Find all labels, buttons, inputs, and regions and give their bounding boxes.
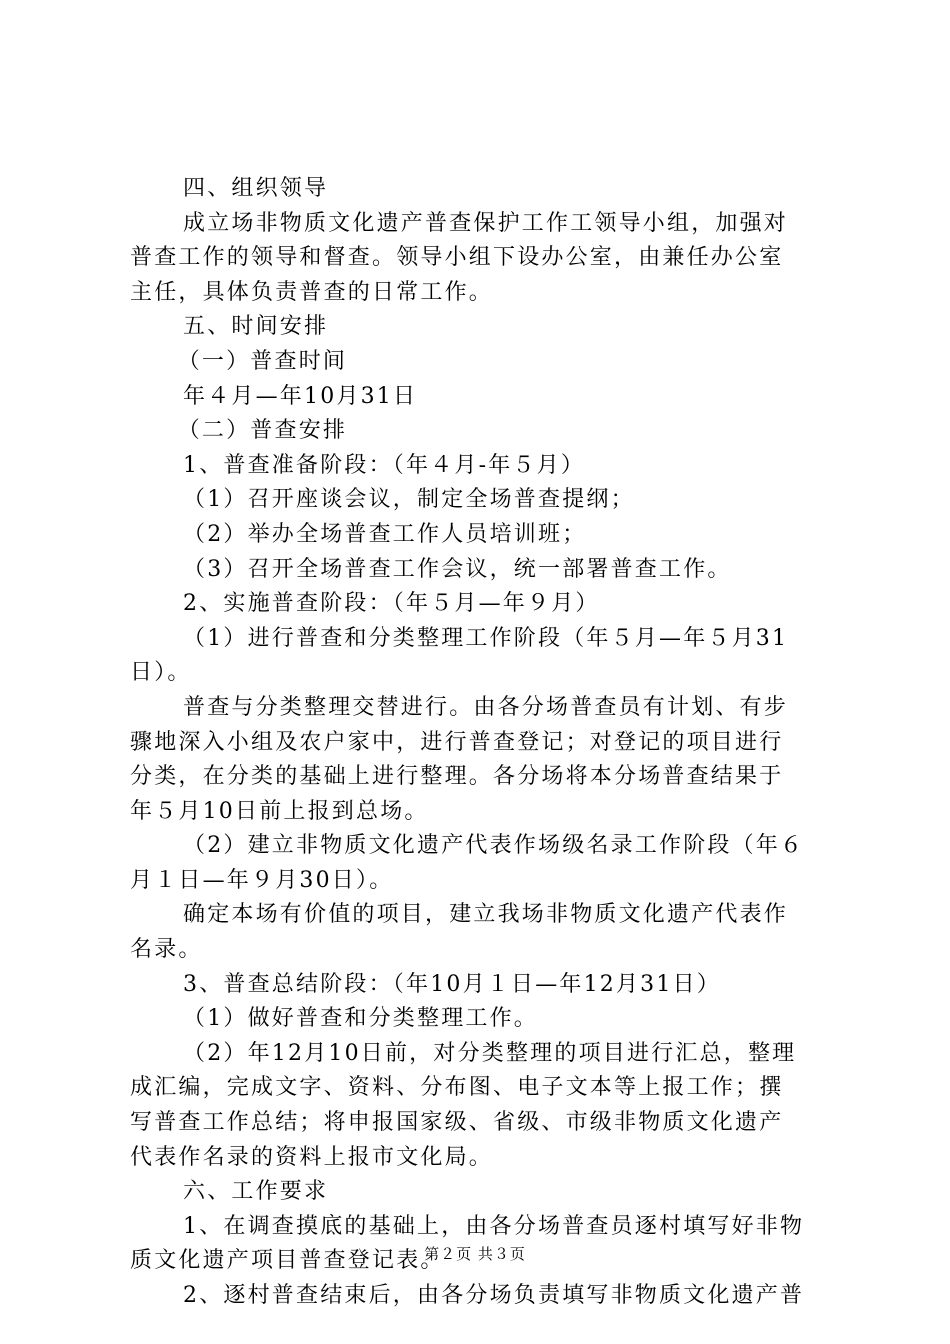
document-line: （3）召开全场普查工作会议，统一部署普查工作。 <box>183 556 732 582</box>
document-line: 六、工作要求 <box>183 1179 329 1205</box>
document-line: 五、时间安排 <box>183 314 329 340</box>
document-line: 日）。 <box>130 660 192 686</box>
document-line: 分类，在分类的基础上进行整理。各分场将本分场普查结果于 <box>130 764 784 790</box>
document-line: 普查工作的领导和督查。领导小组下设办公室，由兼任办公室 <box>130 245 784 271</box>
document-line: 3、普查总结阶段：（年10月１日—年12月31日） <box>183 971 721 997</box>
document-line: 2、实施普查阶段：（年５月—年９月） <box>183 591 600 617</box>
document-body <box>130 172 830 1314</box>
document-line: （2）年12月10日前，对分类整理的项目进行汇总，整理 <box>183 1040 797 1066</box>
document-line: （1）进行普查和分类整理工作阶段（年５月—年５月31 <box>183 625 789 651</box>
page-number-footer: 第２页 共３页 <box>424 1245 526 1263</box>
document-line: 写普查工作总结；将申报国家级、省级、市级非物质文化遗产 <box>130 1110 784 1136</box>
document-line: 月１日—年９月30日）。 <box>130 867 394 893</box>
document-line: 名录。 <box>130 937 203 963</box>
document-line: 代表作名录的资料上报市文化局。 <box>130 1144 494 1170</box>
document-line: （1）做好普查和分类整理工作。 <box>183 1006 538 1032</box>
document-line: （2）举办全场普查工作人员培训班； <box>183 521 587 547</box>
document-line: 质文化遗产项目普查登记表。 <box>130 1248 445 1274</box>
document-line: 年５月10日前上报到总场。 <box>130 798 429 824</box>
document-line: 2、逐村普查结束后，由各分场负责填写非物质文化遗产普 <box>183 1283 805 1308</box>
document-line: （一）普查时间 <box>177 348 348 374</box>
document-line: 四、组织领导 <box>183 176 329 201</box>
document-line: 年４月—年10月31日 <box>183 383 418 409</box>
document-line: 普查与分类整理交替进行。由各分场普查员有计划、有步 <box>183 694 789 720</box>
document-line: 确定本场有价值的项目，建立我场非物质文化遗产代表作 <box>183 902 789 928</box>
document-line: （1）召开座谈会议，制定全场普查提纲； <box>183 487 635 513</box>
document-line: 骤地深入小组及农户家中，进行普查登记；对登记的项目进行 <box>130 729 784 755</box>
document-line: 1、普查准备阶段：（年４月-年５月） <box>183 452 586 478</box>
document-line: 成汇编，完成文字、资料、分布图、电子文本等上报工作；撰 <box>130 1075 784 1101</box>
document-line: （二）普查安排 <box>177 418 348 444</box>
document-line: 成立场非物质文化遗产普查保护工作工领导小组，加强对 <box>183 210 789 236</box>
document-line: （2）建立非物质文化遗产代表作场级名录工作阶段（年６ <box>183 833 805 859</box>
document-line: 1、在调查摸底的基础上，由各分场普查员逐村填写好非物 <box>183 1213 805 1239</box>
document-line: 主任，具体负责普查的日常工作。 <box>130 279 494 305</box>
